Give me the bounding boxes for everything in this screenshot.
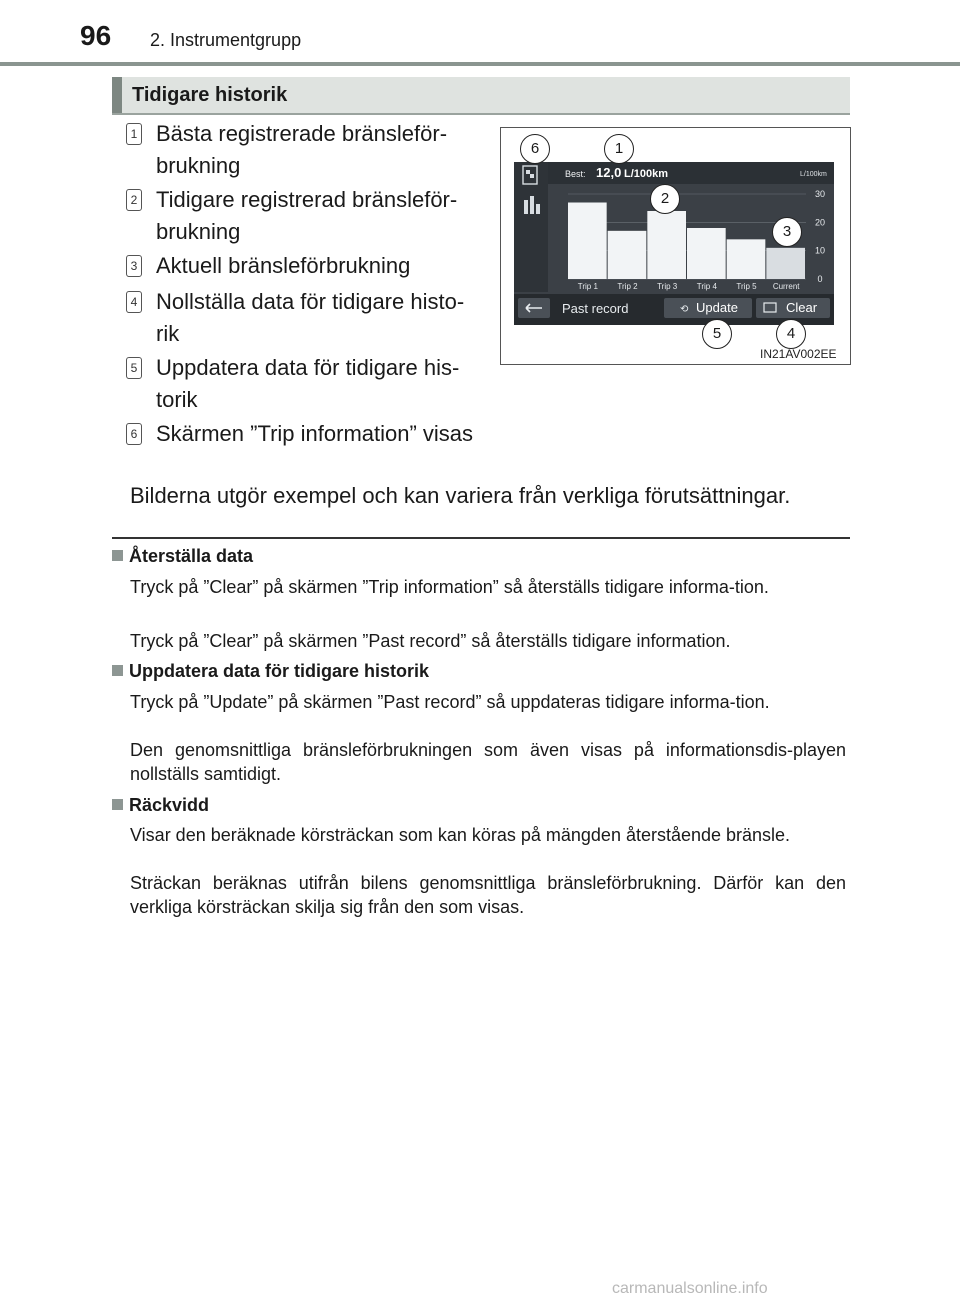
- screen-title: Past record: [562, 301, 629, 316]
- refresh-icon: ⟲: [680, 304, 689, 315]
- legend-number: 1: [126, 123, 142, 145]
- legend-item: [130, 418, 475, 482]
- callout-6: 6: [520, 134, 550, 164]
- bar-trip-4: [687, 228, 726, 279]
- bar-trip-3: [647, 211, 686, 279]
- page-number: 96: [80, 20, 112, 51]
- svg-text:Clear: Clear: [786, 300, 818, 315]
- best-label: Best:: [565, 169, 586, 179]
- best-value: 12,0: [596, 165, 622, 180]
- legend-item: [130, 250, 475, 282]
- callout-5: 5: [702, 319, 732, 349]
- legend-item: [130, 118, 475, 182]
- legend-text: Bästa registrerade bränsleför-brukning: [156, 121, 448, 178]
- subsection-heading: Återställa data: [112, 546, 253, 567]
- bullet-square-icon: [112, 665, 123, 676]
- section-accent: [112, 77, 122, 113]
- x-tick-label: Trip 4: [696, 282, 717, 291]
- legend-text: Skärmen ”Trip information” visas: [156, 421, 474, 446]
- legend-number: 2: [126, 189, 142, 211]
- y-tick-label: 10: [814, 245, 826, 256]
- unit-label: L/100km: [800, 171, 827, 178]
- y-tick-label: 20: [814, 217, 826, 228]
- paragraph: Tryck på ”Clear” på skärmen ”Trip information” så återställs tidigare informa-tion.: [130, 577, 769, 597]
- paragraph: Tryck på ”Update” på skärmen ”Past record” så uppdateras tidigare informa-tion.: [130, 692, 770, 712]
- x-tick-label: Trip 1: [577, 282, 598, 291]
- legend-number: 6: [126, 423, 142, 445]
- y-tick-label: 30: [814, 189, 826, 199]
- bar-trip-2: [608, 231, 647, 279]
- callout-4: 4: [776, 319, 806, 349]
- x-tick-label: Trip 3: [657, 282, 678, 291]
- legend-number: 3: [126, 255, 142, 277]
- paragraph: Visar den beräknade körsträckan som kan köras på mängden återstående bränsle.: [130, 825, 791, 845]
- legend-item: [130, 184, 475, 248]
- section-title: Tidigare historik: [132, 84, 288, 106]
- x-tick-label: Trip 2: [617, 282, 638, 291]
- paragraph: Den genomsnittliga bränsleförbrukningen som även visas på informationsdis-playen nollställs samtidigt.: [130, 740, 846, 784]
- x-tick-label: Trip 5: [736, 282, 757, 291]
- section-heading-bar: [112, 77, 850, 115]
- bullet-square-icon: [112, 550, 123, 561]
- callout-3: 3: [772, 217, 802, 247]
- x-tick-label: Current: [772, 282, 800, 291]
- legend-text: Tidigare registrerad bränsleför-brukning: [156, 187, 458, 244]
- legend-item: [130, 352, 475, 416]
- best-unit: L/100km: [624, 168, 669, 180]
- bullet-square-icon: [112, 799, 123, 810]
- bar-current: [766, 248, 805, 279]
- subsection-heading: Uppdatera data för tidigare historik: [112, 661, 429, 682]
- watermark: carmanualsonline.info: [612, 1280, 768, 1297]
- chapter-title: 2. Instrumentgrupp: [150, 30, 302, 50]
- figure-caption: Bilderna utgör exempel och kan variera från verkliga förutsättningar.: [130, 483, 791, 508]
- paragraph: Sträckan beräknas utifrån bilens genomsnittliga bränsleförbrukning. Därför kan den verkliga körsträckan skilja sig från den som visas.: [130, 873, 846, 917]
- subsection-heading: Räckvidd: [112, 795, 209, 816]
- back-button[interactable]: [518, 298, 550, 318]
- clear-button[interactable]: [756, 298, 830, 318]
- legend-text: Uppdatera data för tidigare his-torik: [156, 355, 460, 412]
- callout-1: 1: [604, 134, 634, 164]
- legend-number: 4: [126, 291, 142, 313]
- bar-trip-5: [727, 239, 766, 279]
- divider: [112, 537, 850, 539]
- legend-number: 5: [126, 357, 142, 379]
- paragraph: Tryck på ”Clear” på skärmen ”Past record” så återställs tidigare information.: [130, 631, 731, 651]
- bar-trip-1: [568, 203, 607, 280]
- figure-code: IN21AV002EE: [760, 347, 837, 361]
- update-button[interactable]: [664, 298, 752, 318]
- callout-2: 2: [650, 184, 680, 214]
- legend-item: [130, 286, 475, 350]
- svg-text:Update: Update: [696, 300, 738, 315]
- y-tick-label: 0: [817, 274, 823, 284]
- header-rule: [0, 62, 960, 66]
- legend-text: Aktuell bränsleförbrukning: [156, 253, 411, 278]
- legend-text: Nollställa data för tidigare histo-rik: [156, 289, 465, 346]
